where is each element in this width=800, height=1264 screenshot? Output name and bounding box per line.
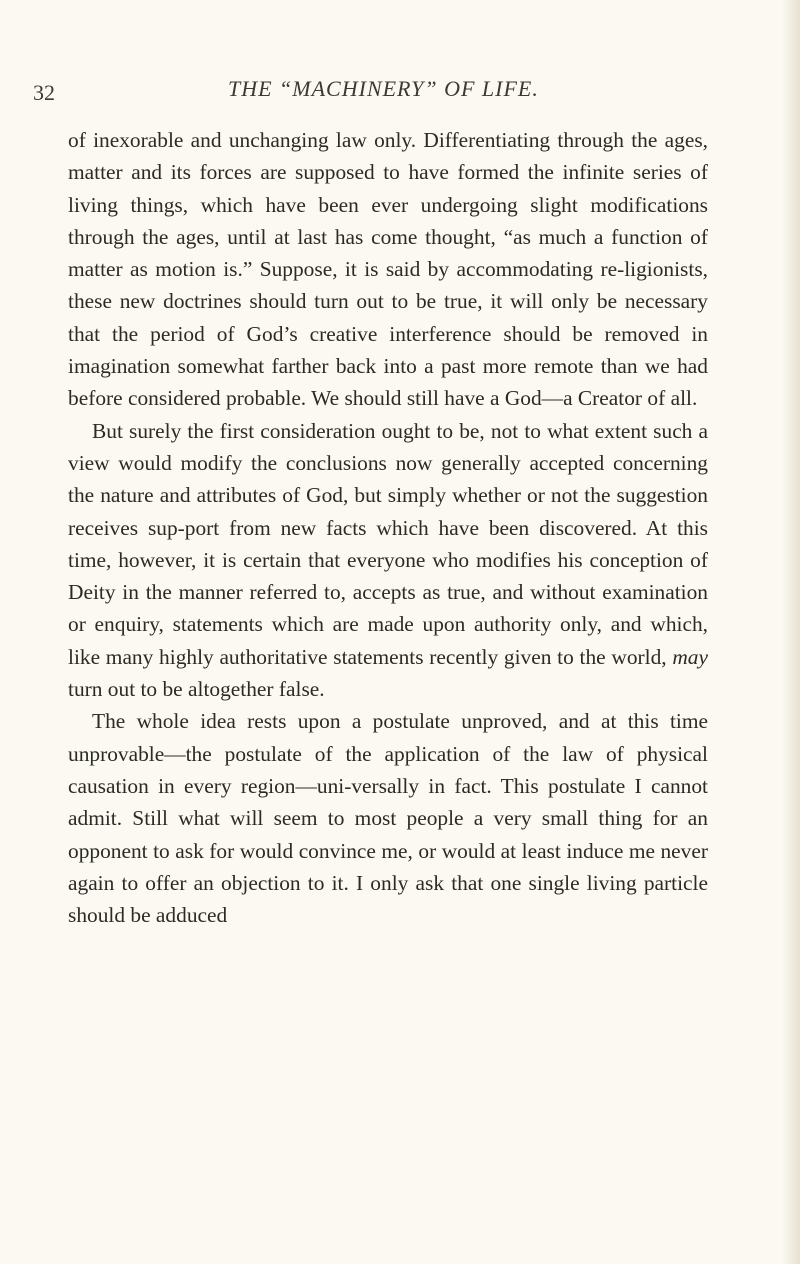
running-title: THE “MACHINERY” OF LIFE.	[228, 76, 539, 101]
paragraph-2-text-b: turn out to be altogether false.	[68, 677, 325, 702]
paragraph-2	[68, 415, 708, 706]
body-text	[68, 124, 708, 931]
paragraph-1: of inexorable and unchanging law only. Differentiating through the ages, matter and its forces are supposed to have formed the infinite series of living things, which have been ever undergoing slight modifications through the ages, until at last has come thought, “as much a function of matter as motion is.” Suppose, it is said by accommodating re-ligionists, these new doctrines should turn out to be true, it will only be necessary that the period of God’s creative interference should be removed in imagination somewhat farther back into a past more remote than we had before considered probable. We should still have a God—a Creator of all.	[68, 128, 708, 411]
paragraph-2-text-a: But surely the first consideration ought to be, not to what extent such a view would modify the conclusions now generally accepted concerning the nature and attributes of God, but simply whether or not the suggestion receives sup-port from new facts which have been discovered. At this time, however, it is certain that everyone who modifies his conception of Deity in the manner referred to, accepts as true, and without examination or enquiry, statements which are made upon authority only, and which, like many highly authoritative statements recently given to the world,	[68, 418, 708, 669]
page-number: 32	[33, 80, 55, 105]
paragraph-3: The whole idea rests upon a postulate unproved, and at this time unprovable—the postulate of the application of the law of physical causation in every region—uni-versally in fact. This postulate I cannot admit. Still what will seem to most people a very small thing for an opponent to ask for would convince me, or would at least induce me never again to offer an objection to it. I only ask that one single living particle should be adduced	[68, 709, 708, 928]
page-edge-shadow	[782, 0, 800, 1264]
italic-may: may	[672, 644, 708, 669]
running-header	[0, 76, 800, 106]
